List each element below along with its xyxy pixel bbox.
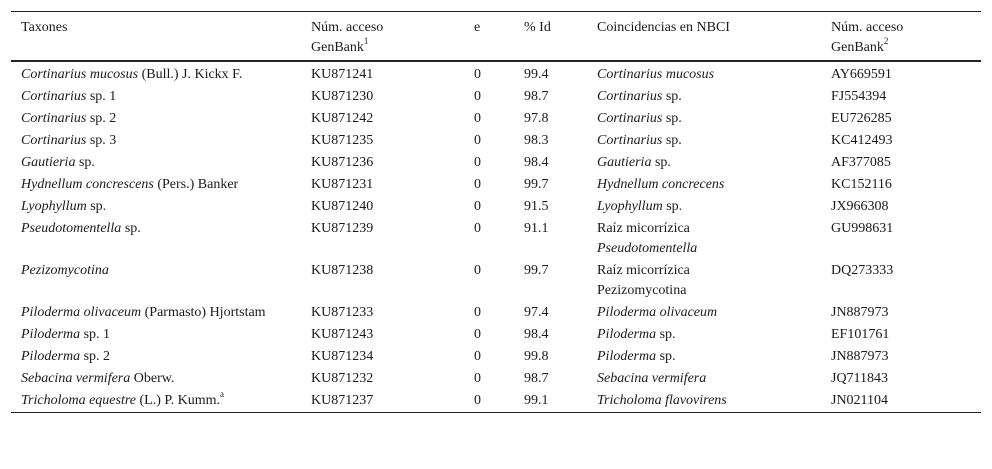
header-acceso2-footnote: 2 [883, 36, 889, 47]
header-acceso1-footnote: 1 [363, 36, 369, 47]
table-row [11, 108, 981, 130]
taxon-authority: sp. 1 [86, 89, 117, 104]
coincidencia-name: Sebacina vermifera [597, 371, 707, 386]
cell-taxon [11, 108, 301, 130]
taxon-authority: sp. 3 [86, 133, 117, 148]
taxon-name: Cortinarius [21, 111, 87, 126]
cell-acceso-genbank: KU871235 [311, 133, 374, 148]
cell-acceso-genbank: KU871242 [311, 111, 374, 126]
cell-coincidencia [587, 174, 821, 196]
taxon-authority: (Pers.) Banker [153, 177, 239, 192]
taxon-name: Pezizomycotina [21, 263, 109, 278]
cell-taxon [11, 130, 301, 152]
taxon-authority: sp. [75, 155, 95, 170]
coincidencia-name: Cortinarius mucosus [597, 67, 715, 82]
header-coincidencias-label: Coincidencias en NBCI [597, 20, 730, 35]
cell-e-value: 0 [474, 177, 481, 192]
cell-acceso-genbank-2: KC412493 [831, 133, 893, 148]
cell-e-value: 0 [474, 263, 481, 278]
taxon-authority: sp. 2 [80, 349, 111, 364]
header-row [11, 12, 981, 62]
cell-percent-id: 98.7 [524, 371, 549, 386]
cell-percent-id: 91.5 [524, 199, 549, 214]
taxon-authority: (L.) P. Kumm. [135, 393, 220, 408]
cell-acceso-genbank-2: KC152116 [831, 177, 892, 192]
cell-e-value: 0 [474, 133, 481, 148]
table-row [11, 174, 981, 196]
table-row [11, 346, 981, 368]
cell-coincidencia [587, 368, 821, 390]
coincidencia-suffix: sp. [656, 349, 676, 364]
table-row [11, 196, 981, 218]
cell-acceso-genbank: KU871232 [311, 371, 374, 386]
cell-e-value: 0 [474, 393, 481, 408]
coincidencia-suffix: sp. [656, 327, 676, 342]
coincidencia-name: Lyophyllum [597, 199, 663, 214]
cell-acceso-genbank-2: JX966308 [831, 199, 889, 214]
cell-acceso-genbank-2: JN887973 [831, 305, 889, 320]
cell-percent-id: 91.1 [524, 221, 549, 236]
coincidencia-prefix: Raíz micorrízica [597, 263, 690, 278]
taxon-name: Cortinarius [21, 89, 87, 104]
header-acceso1-line2: GenBank [311, 40, 364, 55]
cell-coincidencia [587, 260, 821, 302]
cell-percent-id: 99.1 [524, 393, 549, 408]
cell-percent-id: 98.3 [524, 133, 549, 148]
cell-e-value: 0 [474, 199, 481, 214]
table-row [11, 86, 981, 108]
cell-acceso-genbank-2: AF377085 [831, 155, 891, 170]
table-row [11, 390, 981, 413]
cell-coincidencia [587, 130, 821, 152]
cell-acceso-genbank-2: JN887973 [831, 349, 889, 364]
header-id [514, 12, 587, 62]
header-acceso2-line1: Núm. acceso [831, 20, 904, 35]
coincidencia-suffix: sp. [662, 199, 683, 214]
taxon-name: Lyophyllum [21, 199, 87, 214]
cell-e-value: 0 [474, 67, 481, 82]
header-acceso1-line1: Núm. acceso [311, 20, 384, 35]
cell-coincidencia [587, 346, 821, 368]
cell-taxon [11, 218, 301, 260]
cell-acceso-genbank-2: DQ273333 [831, 263, 894, 278]
coincidencia-name: Cortinarius [597, 133, 663, 148]
table-row [11, 302, 981, 324]
taxon-name: Hydnellum concrescens [21, 177, 154, 192]
cell-coincidencia [587, 196, 821, 218]
cell-taxon [11, 260, 301, 302]
cell-coincidencia [587, 390, 821, 413]
header-acceso-genbank-1 [301, 12, 464, 62]
cell-e-value: 0 [474, 371, 481, 386]
cell-acceso-genbank: KU871233 [311, 305, 374, 320]
cell-coincidencia [587, 302, 821, 324]
taxon-name: Piloderma [21, 327, 81, 342]
cell-percent-id: 98.7 [524, 89, 549, 104]
cell-acceso-genbank: KU871240 [311, 199, 374, 214]
cell-coincidencia [587, 108, 821, 130]
cell-e-value: 0 [474, 155, 481, 170]
table-row [11, 218, 981, 260]
taxon-name: Tricholoma equestre [21, 393, 136, 408]
cell-coincidencia [587, 86, 821, 108]
cell-acceso-genbank: KU871231 [311, 177, 374, 192]
cell-percent-id: 99.7 [524, 177, 549, 192]
header-e [464, 12, 514, 62]
taxon-name: Cortinarius [21, 133, 87, 148]
table-row [11, 152, 981, 174]
cell-taxon [11, 368, 301, 390]
taxon-name: Gautieria [21, 155, 76, 170]
coincidencia-prefix: Raíz micorrízica [597, 221, 690, 236]
cell-acceso-genbank: KU871230 [311, 89, 374, 104]
coincidencia-suffix: sp. [662, 111, 682, 126]
cell-e-value: 0 [474, 327, 481, 342]
coincidencia-name: Piloderma [597, 327, 657, 342]
cell-acceso-genbank-2: EF101761 [831, 327, 890, 342]
cell-percent-id: 97.8 [524, 111, 549, 126]
table-row [11, 324, 981, 346]
coincidencia-name: Gautieria [597, 155, 652, 170]
taxon-authority: sp. [121, 221, 141, 236]
cell-coincidencia [587, 218, 821, 260]
header-e-label: e [474, 20, 481, 35]
cell-acceso-genbank: KU871238 [311, 263, 374, 278]
taxa-table-container [11, 11, 981, 413]
cell-acceso-genbank: KU871236 [311, 155, 374, 170]
cell-acceso-genbank: KU871237 [311, 393, 374, 408]
table-row [11, 368, 981, 390]
cell-coincidencia [587, 324, 821, 346]
coincidencia-suffix: sp. [662, 133, 682, 148]
coincidencia-suffix: sp. [662, 89, 682, 104]
cell-percent-id: 99.7 [524, 263, 549, 278]
header-acceso-genbank-2 [821, 12, 981, 62]
cell-taxon [11, 302, 301, 324]
table-row [11, 260, 981, 302]
cell-percent-id: 98.4 [524, 327, 549, 342]
cell-acceso-genbank-2: JN021104 [831, 393, 889, 408]
coincidencia-name: Piloderma [597, 349, 657, 364]
cell-taxon [11, 152, 301, 174]
table-row [11, 130, 981, 152]
cell-taxon [11, 174, 301, 196]
cell-e-value: 0 [474, 111, 481, 126]
cell-percent-id: 98.4 [524, 155, 549, 170]
cell-taxon [11, 196, 301, 218]
taxon-authority: sp. 1 [80, 327, 111, 342]
cell-coincidencia [587, 61, 821, 86]
cell-taxon [11, 390, 301, 413]
cell-percent-id: 97.4 [524, 305, 549, 320]
cell-acceso-genbank-2: AY669591 [831, 67, 892, 82]
cell-coincidencia [587, 152, 821, 174]
header-taxones-label: Taxones [21, 20, 68, 35]
taxon-authority: (Bull.) J. Kickx F. [138, 67, 243, 82]
taxa-table [11, 11, 981, 413]
header-acceso2-line2: GenBank [831, 40, 884, 55]
table-header [11, 12, 981, 62]
header-taxones [11, 12, 301, 62]
coincidencia-name: Tricholoma flavovirens [597, 393, 727, 408]
taxon-authority: sp. [86, 199, 107, 214]
cell-acceso-genbank-2: GU998631 [831, 221, 894, 236]
cell-acceso-genbank-2: JQ711843 [831, 371, 889, 386]
coincidencia-name: Pseudotomentella [597, 241, 698, 256]
taxon-name: Pseudotomentella [21, 221, 122, 236]
cell-e-value: 0 [474, 221, 481, 236]
cell-percent-id: 99.4 [524, 67, 549, 82]
coincidencia-name: Cortinarius [597, 89, 663, 104]
taxon-name: Cortinarius mucosus [21, 67, 139, 82]
taxon-footnote: a [219, 389, 224, 400]
cell-acceso-genbank: KU871243 [311, 327, 374, 342]
cell-taxon [11, 61, 301, 86]
cell-acceso-genbank: KU871239 [311, 221, 374, 236]
taxon-name: Piloderma [21, 349, 81, 364]
coincidencia-name: Hydnellum concrecens [597, 177, 725, 192]
taxon-name: Sebacina vermifera [21, 371, 131, 386]
cell-e-value: 0 [474, 305, 481, 320]
taxon-name: Piloderma olivaceum [21, 305, 142, 320]
cell-acceso-genbank: KU871241 [311, 67, 374, 82]
coincidencia-name: Cortinarius [597, 111, 663, 126]
header-id-label: % Id [524, 20, 551, 35]
table-row [11, 61, 981, 86]
cell-e-value: 0 [474, 349, 481, 364]
header-coincidencias [587, 12, 821, 62]
table-body [11, 61, 981, 413]
cell-acceso-genbank-2: EU726285 [831, 111, 892, 126]
coincidencia-name: Piloderma olivaceum [597, 305, 718, 320]
taxon-authority: Oberw. [130, 371, 175, 386]
cell-taxon [11, 324, 301, 346]
cell-e-value: 0 [474, 89, 481, 104]
taxon-authority: (Parmasto) Hjortstam [141, 305, 266, 320]
coincidencia-suffix: Pezizomycotina [597, 283, 687, 298]
coincidencia-suffix: sp. [651, 155, 671, 170]
cell-acceso-genbank-2: FJ554394 [831, 89, 887, 104]
cell-taxon [11, 346, 301, 368]
cell-acceso-genbank: KU871234 [311, 349, 374, 364]
cell-percent-id: 99.8 [524, 349, 549, 364]
taxon-authority: sp. 2 [86, 111, 117, 126]
cell-taxon [11, 86, 301, 108]
